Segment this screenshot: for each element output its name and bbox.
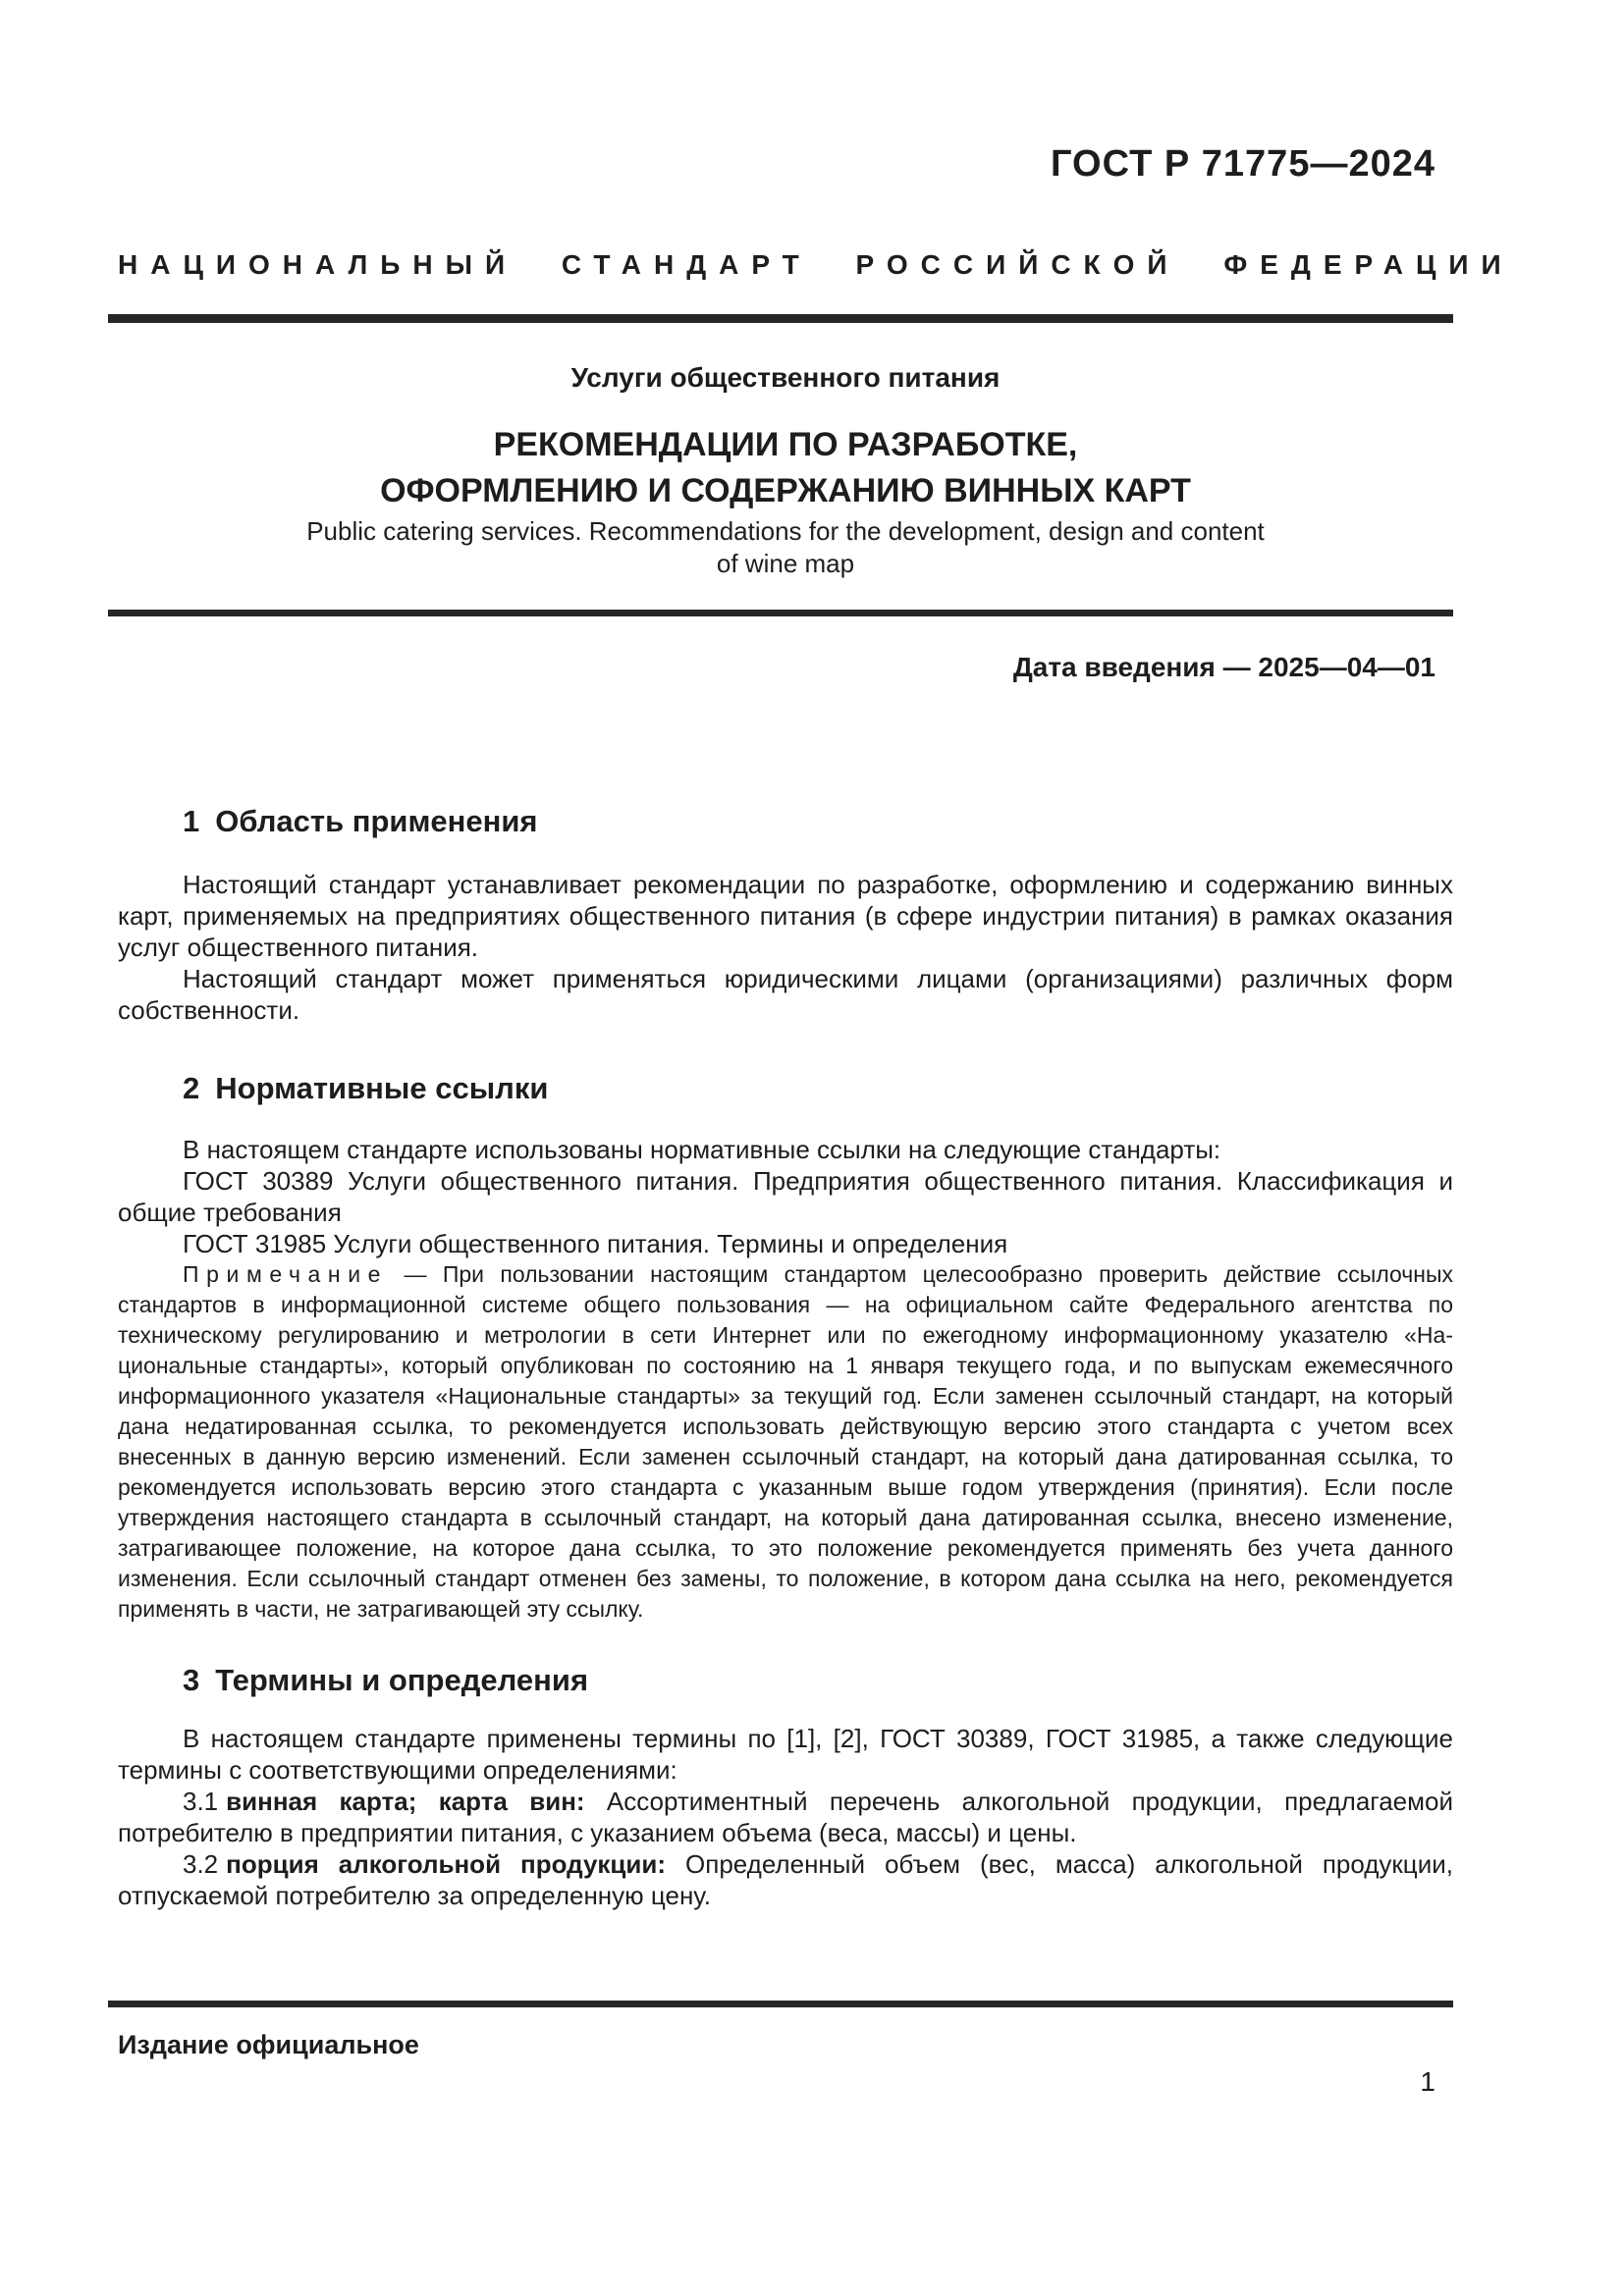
title-divider-rule <box>108 610 1453 616</box>
note-paragraph <box>118 1259 1453 1625</box>
referenced-standard: ГОСТ 30389 Услуги общественного питания. Предприятия общественного питания. Классификация и общие требования <box>118 1166 1453 1227</box>
section-2-paragraph: В настоящем стандарте использованы нормативные ссылки на следующие стандарты: <box>183 1135 1221 1164</box>
section-1-number: 1 <box>183 804 200 838</box>
section-2-heading <box>183 1070 1453 1107</box>
national-standard-header: НАЦИОНАЛЬНЫЙ СТАНДАРТ РОССИЙСКОЙ ФЕДЕРАЦИИ <box>118 249 1514 280</box>
term-name: порция алкогольной продукции: <box>226 1849 667 1879</box>
standard-group-title: Услуги общественного питания <box>570 362 1001 393</box>
term-definition <box>118 1786 1453 1848</box>
referenced-standard: ГОСТ 31985 Услуги общественного питания. Термины и определения <box>183 1229 1008 1258</box>
document-body <box>118 803 1453 1911</box>
term-number: 3.2 <box>183 1849 219 1879</box>
english-title-text: Public catering services. Recommendations for the development, design and content of wine map <box>306 516 1265 578</box>
term-definition-text: Ассортиментный перечень алкогольной продукции, предлагаемой потребителю в предприятии питания, с указанием объема (веса, массы) и цены. <box>118 1787 1453 1847</box>
section-3-paragraph: В настоящем стандарте применены термины по [1], [2], ГОСТ 30389, ГОСТ 31985, а также следующие термины с соответствующими определениями: <box>118 1724 1453 1785</box>
section-3-number: 3 <box>183 1663 200 1697</box>
section-1-title: Область применения <box>215 804 538 838</box>
standard-english-title <box>118 515 1453 580</box>
section-2-title: Нормативные ссылки <box>215 1071 549 1105</box>
effective-date: Дата введения — 2025—04—01 <box>1012 652 1435 682</box>
footer-rule <box>108 2001 1453 2007</box>
note-label: Примечание <box>183 1261 389 1287</box>
term-definition-text: Определенный объем (вес, масса) алкогольной продукции, отпускаемой потребителю за определенную цену. <box>118 1849 1453 1910</box>
note-text: — При пользовании настоящим стандартом целесообразно проверить действие ссылочных стандартов в информационной системе общего пользования — на официальном сайте Федерального агентства по техническому регулированию и метрологии в сети Интернет или по ежегодному информационному указателю «Национальные стандарты», который опубликован по состоянию на 1 января текущего года, и по выпускам ежемесячного информационного указателя «Национальные стандарты» за текущий год. Если заменен ссылочный стандарт, на который дана недатированная ссылка, то рекомендуется использовать действующую версию этого стандарта с учетом всех внесенных в данную версию изменений. Если заменен ссылочный стандарт, на который дана датированная ссылка, то рекомендуется использовать версию этого стандарта с указанным выше годом утверждения (принятия). Если после утверждения настоящего стандарта в ссылочный стандарт, на который дана датированная ссылка, внесено изменение, затрагивающее положение, на которое дана ссылка, то это положение рекомендуется применять без учета данного изменения. Если ссылочный стандарт отменен без замены, то положение, в котором дана ссылка на него, рекомендуется применять в части, не затрагивающей эту ссылку. <box>118 1261 1454 1622</box>
official-edition-note: Издание официальное <box>118 2030 419 2059</box>
section-3-heading <box>183 1662 1453 1699</box>
term-definition <box>118 1848 1453 1911</box>
standard-code: ГОСТ Р 71775—2024 <box>1051 143 1435 185</box>
section-1-paragraph: Настоящий стандарт устанавливает рекомендации по разработке, оформлению и содержанию винных карт, применяемых на предприятиях общественного питания (в сфере индустрии питания) в рамках оказания услуг общественного питания. <box>118 870 1453 962</box>
main-title-line1: РЕКОМЕНДАЦИИ ПО РАЗРАБОТКЕ, <box>493 426 1078 463</box>
page-number: 1 <box>1420 2066 1435 2097</box>
section-1-paragraph: Настоящий стандарт может применяться юридическими лицами (организациями) различных форм собственности. <box>118 964 1453 1025</box>
main-title-line2: ОФОРМЛЕНИЮ И СОДЕРЖАНИЮ ВИННЫХ КАРТ <box>380 472 1191 509</box>
section-1-heading <box>183 803 1453 840</box>
section-3-title: Термины и определения <box>215 1663 589 1697</box>
header-rule <box>108 314 1453 323</box>
term-name: винная карта; карта вин: <box>226 1787 585 1816</box>
term-number: 3.1 <box>183 1787 219 1816</box>
section-2-number: 2 <box>183 1071 200 1105</box>
standard-main-title <box>118 422 1453 514</box>
